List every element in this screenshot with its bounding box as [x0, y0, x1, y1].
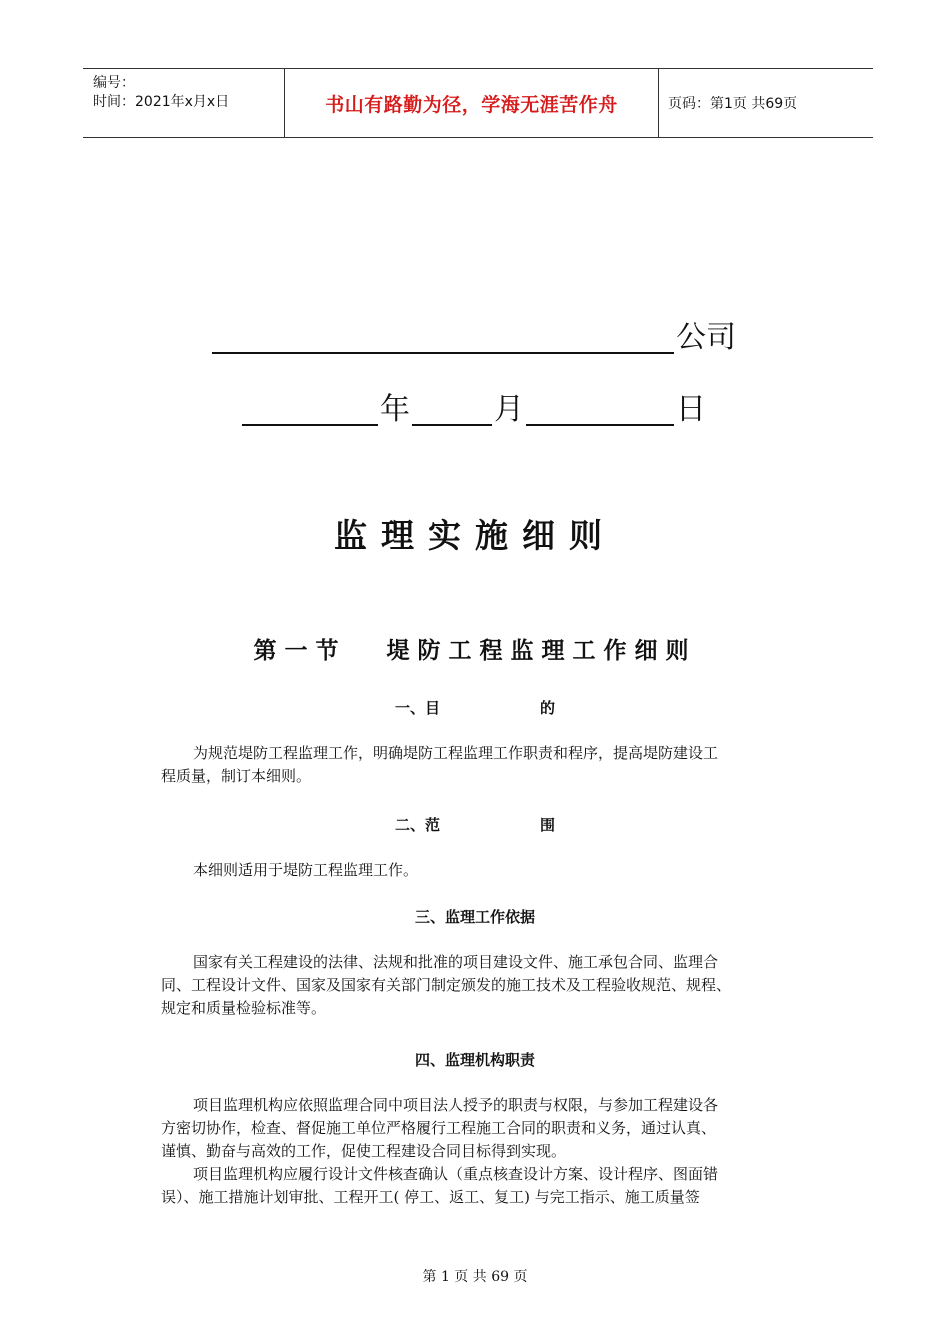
- section-heading: [0, 632, 950, 665]
- paragraph-basis: [161, 951, 801, 1020]
- page-info: 页码：第1页 共69页: [668, 96, 798, 112]
- paragraph-line: 为规范堤防工程监理工作，明确堤防工程监理工作职责和程序，提高堤防建设工: [193, 744, 719, 762]
- day-char: 日: [676, 392, 706, 427]
- section-number: 第一节: [253, 638, 347, 664]
- paragraph-purpose: [161, 742, 801, 788]
- heading-basis: 三、监理工作依据: [414, 908, 535, 926]
- heading-scope: [0, 814, 950, 835]
- header-page-cell: [658, 69, 873, 137]
- paragraph-line: 谨慎、勤奋与高效的工作，促使工程建设合同目标得到实现。: [161, 1142, 567, 1160]
- paragraph-line: 项目监理机构应依照监理合同中项目法人授予的职责与权限，与参加工程建设各: [193, 1096, 719, 1114]
- month-char: 月: [494, 392, 524, 427]
- year-char: 年: [380, 392, 410, 427]
- page-footer: 第 1 页 共 69 页: [422, 1269, 528, 1285]
- date-line: [0, 394, 950, 426]
- paragraph-duties: [161, 1094, 801, 1209]
- day-blank: [526, 396, 674, 426]
- paragraph-line: 项目监理机构应履行设计文件核查确认（重点核查设计方案、设计程序、图面错: [193, 1165, 719, 1183]
- paragraph-line: 方密切协作，检查、督促施工单位严格履行工程施工合同的职责和义务，通过认真、: [161, 1119, 717, 1137]
- page-header: [83, 68, 873, 138]
- paragraph-line: 程质量，制订本细则。: [161, 767, 312, 785]
- year-blank: [242, 396, 378, 426]
- company-blank: [212, 324, 674, 354]
- heading-duties: 四、监理机构职责: [414, 1051, 535, 1069]
- paragraph-line: 国家有关工程建设的法律、法规和批准的项目建设文件、施工承包合同、监理合: [193, 953, 719, 971]
- heading-scope-a: 二、范: [394, 816, 440, 834]
- paragraph-line: 本细则适用于堤防工程监理工作。: [193, 861, 419, 879]
- heading-scope-b: 围: [540, 816, 556, 834]
- paragraph-line: 规定和质量检验标准等。: [161, 999, 327, 1017]
- paragraph-line: 误）、施工措施计划审批、工程开工( 停工、返工、复工) 与完工指示、施工质量签: [161, 1188, 700, 1206]
- heading-purpose-a: 一、目: [394, 699, 440, 717]
- company-line: [0, 322, 950, 354]
- document-title: 监理实施细则: [334, 516, 616, 555]
- time-label: 时间：2021年x月x日: [93, 94, 230, 110]
- paragraph-scope: [161, 859, 801, 882]
- number-label: 编号：: [93, 75, 135, 91]
- motto-text: 书山有路勤为径，学海无涯苦作舟: [325, 93, 618, 116]
- company-suffix: 公司: [676, 320, 736, 355]
- section-name: 堤防工程监理工作细则: [386, 638, 697, 664]
- paragraph-line: 同、工程设计文件、国家及国家有关部门制定颁发的施工技术及工程验收规范、规程、: [161, 976, 732, 994]
- month-blank: [412, 396, 492, 426]
- header-motto-cell: [284, 69, 659, 137]
- heading-purpose: [0, 697, 950, 718]
- heading-purpose-b: 的: [540, 699, 556, 717]
- header-left-cell: [83, 69, 284, 137]
